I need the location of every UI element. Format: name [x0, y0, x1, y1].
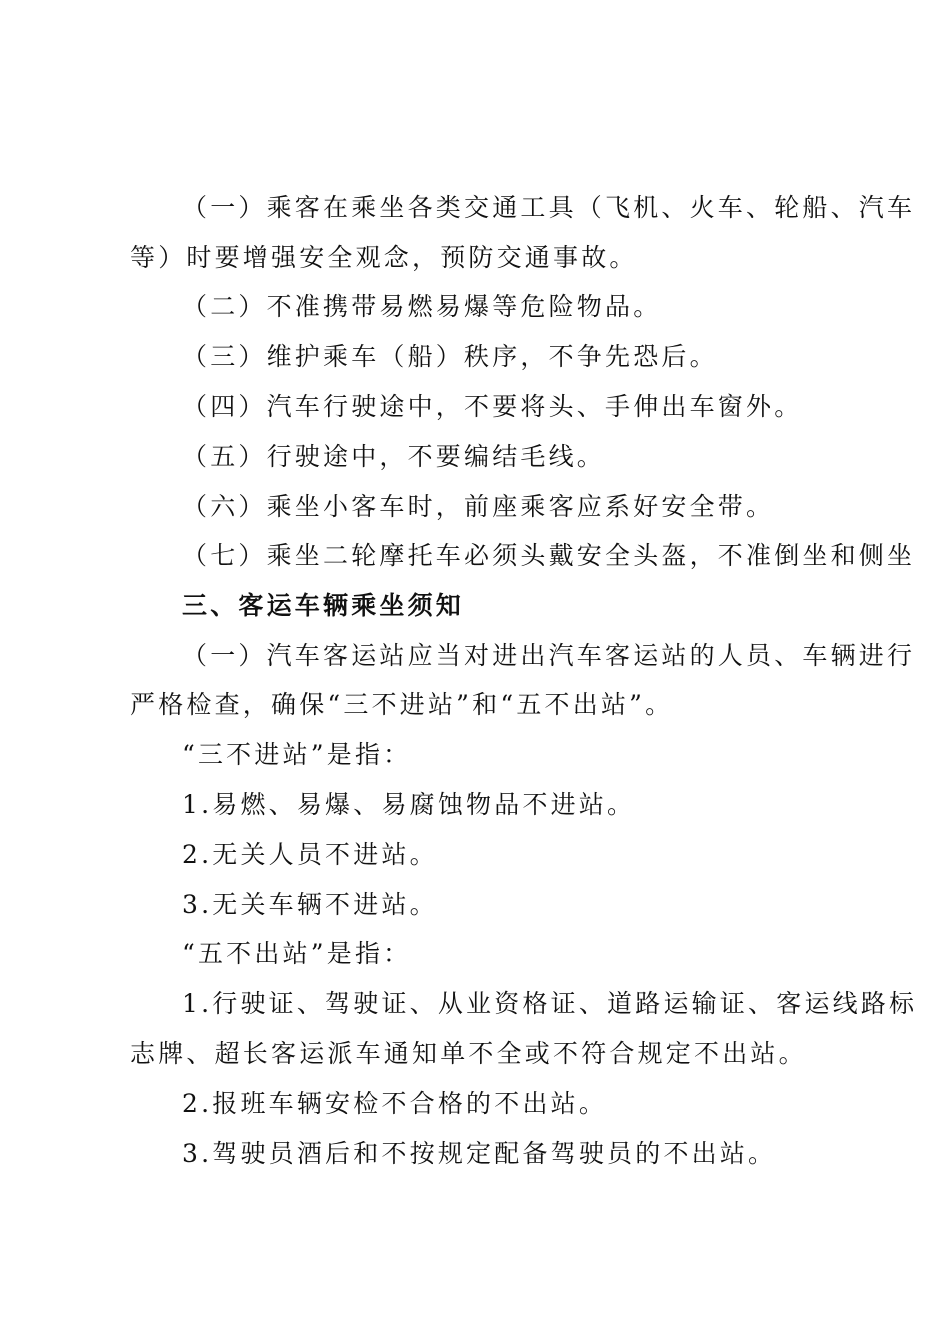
- item-1-line-1: （一）乘客在乘坐各类交通工具（飞机、火车、轮船、汽车: [182, 193, 916, 222]
- item-6: （六）乘坐小客车时，前座乘客应系好安全带。: [182, 492, 775, 521]
- three-no-enter-label: “三不进站”是指：: [182, 740, 412, 769]
- item-4: （四）汽车行驶途中，不要将头、手伸出车窗外。: [182, 392, 803, 421]
- five-no-exit-label: “五不出站”是指：: [182, 939, 412, 968]
- item-7: （七）乘坐二轮摩托车必须头戴安全头盔，不准倒坐和侧坐: [182, 541, 916, 570]
- section3-item-1-line-2: 严格检查，确保“三不进站”和“五不出站”。: [130, 690, 674, 719]
- item-3: （三）维护乘车（船）秩序，不争先恐后。: [182, 342, 718, 371]
- five-no-exit-rule-1-line-2: 志牌、超长客运派车通知单不全或不符合规定不出站。: [130, 1039, 807, 1068]
- five-no-exit-rule-2: 2.报班车辆安检不合格的不出站。: [182, 1089, 608, 1118]
- section-heading: 三、客运车辆乘坐须知: [182, 591, 465, 620]
- three-no-enter-rule-1: 1.易燃、易爆、易腐蚀物品不进站。: [182, 790, 636, 819]
- item-5: （五）行驶途中，不要编结毛线。: [182, 442, 606, 471]
- section3-item-1-line-1: （一）汽车客运站应当对进出汽车客运站的人员、车辆进行: [182, 641, 916, 670]
- five-no-exit-rule-3: 3.驾驶员酒后和不按规定配备驾驶员的不出站。: [182, 1139, 777, 1168]
- three-no-enter-rule-3: 3.无关车辆不进站。: [182, 890, 438, 919]
- five-no-exit-rule-1-line-1: 1.行驶证、驾驶证、从业资格证、道路运输证、客运线路标: [182, 989, 918, 1018]
- item-1-line-2: 等）时要增强安全观念，预防交通事故。: [130, 243, 638, 272]
- three-no-enter-rule-2: 2.无关人员不进站。: [182, 840, 438, 869]
- item-2: （二）不准携带易燃易爆等危险物品。: [182, 292, 662, 321]
